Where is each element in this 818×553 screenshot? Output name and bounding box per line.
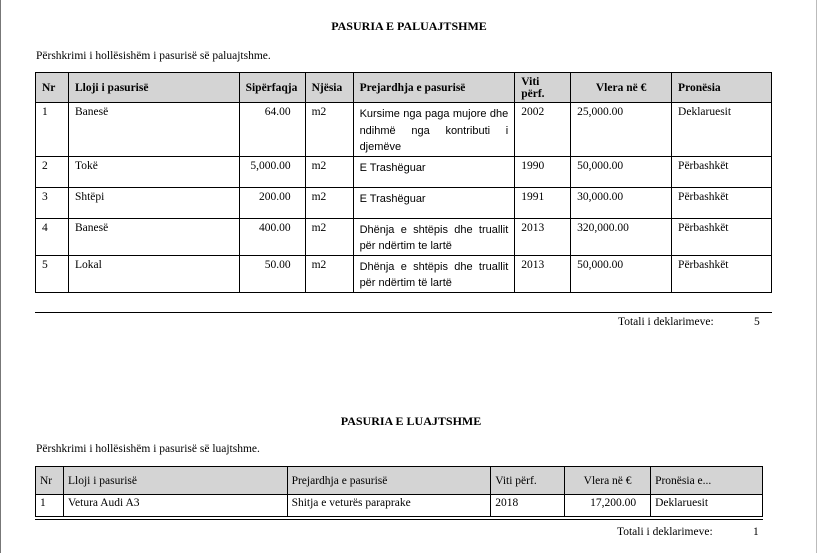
property-area: 400.00 <box>239 218 305 255</box>
immovable-property-table <box>35 72 772 293</box>
property-type: Shtëpi <box>68 187 239 218</box>
movable-property-table <box>35 466 763 517</box>
property-value: 320,000.00 <box>571 218 672 255</box>
table-bottom-rule <box>35 519 763 520</box>
property-ownership: Përbashkët <box>672 156 772 187</box>
table-row <box>36 218 772 255</box>
immovable-total-value: 5 <box>754 316 760 328</box>
column-header: Pronësia <box>672 73 772 103</box>
table-row <box>36 187 772 218</box>
property-type: Vetura Audi A3 <box>63 495 287 517</box>
area-unit: m2 <box>305 187 353 218</box>
movable-total-value: 1 <box>753 526 759 538</box>
column-header: Lloji i pasurisë <box>63 467 287 495</box>
page-left-edge <box>0 0 1 553</box>
property-origin: E Trashëguar <box>353 156 515 187</box>
property-ownership: Përbashkët <box>672 187 772 218</box>
acquisition-year: 1990 <box>515 156 571 187</box>
column-header: Pronësia e... <box>651 467 763 495</box>
property-origin: Kursime nga paga mujore dhe ndihmë nga kontributi i djemëve <box>353 103 515 157</box>
property-value: 25,000.00 <box>571 103 672 157</box>
property-type: Banesë <box>68 103 239 157</box>
column-header: Prejardhja e pasurisë <box>287 467 491 495</box>
area-unit: m2 <box>305 103 353 157</box>
table-row <box>36 255 772 292</box>
page-right-edge <box>816 0 817 553</box>
property-type: Tokë <box>68 156 239 187</box>
immovable-description: Përshkrimi i hollësishëm i pasurisë së paluajtshme. <box>36 50 271 62</box>
area-unit: m2 <box>305 218 353 255</box>
acquisition-year: 2002 <box>515 103 571 157</box>
property-area: 50.00 <box>239 255 305 292</box>
property-ownership: Deklaruesit <box>672 103 772 157</box>
column-header: Njësia <box>305 73 353 103</box>
acquisition-year: 2013 <box>515 218 571 255</box>
property-origin: Dhënja e shtëpis dhe truallit për ndërtim te lartë <box>353 218 515 255</box>
acquisition-year: 2018 <box>491 495 565 517</box>
immovable-section-title: PASURIA E PALUAJTSHME <box>331 19 487 33</box>
property-origin: Dhënja e shtëpis dhe truallit për ndërtim të lartë <box>353 255 515 292</box>
property-area: 200.00 <box>239 187 305 218</box>
area-unit: m2 <box>305 156 353 187</box>
column-header: Viti përf. <box>515 73 571 103</box>
property-value: 50,000.00 <box>571 255 672 292</box>
table-row <box>36 156 772 187</box>
property-ownership: Përbashkët <box>672 218 772 255</box>
row-number: 5 <box>36 255 69 292</box>
property-type: Lokal <box>68 255 239 292</box>
immovable-total-label: Totali i deklarimeve: <box>618 316 714 328</box>
table-row <box>36 103 772 157</box>
property-area: 64.00 <box>239 103 305 157</box>
row-number: 1 <box>36 103 69 157</box>
column-header: Prejardhja e pasurisë <box>353 73 515 103</box>
movable-section-title: PASURIA E LUAJTSHME <box>340 414 482 428</box>
property-type: Banesë <box>68 218 239 255</box>
table-row <box>36 495 763 517</box>
property-origin: Shitja e veturës paraprake <box>287 495 491 517</box>
property-origin: E Trashëguar <box>353 187 515 218</box>
row-number: 4 <box>36 218 69 255</box>
movable-description: Përshkrimi i hollësishëm i pasurisë së luajtshme. <box>36 443 260 455</box>
property-value: 17,200.00 <box>565 495 651 517</box>
acquisition-year: 1991 <box>515 187 571 218</box>
property-ownership: Deklaruesit <box>651 495 763 517</box>
column-header: Sipërfaqja <box>239 73 305 103</box>
property-value: 30,000.00 <box>571 187 672 218</box>
table-header-row <box>36 467 763 495</box>
property-area: 5,000.00 <box>239 156 305 187</box>
property-ownership: Përbashkët <box>672 255 772 292</box>
column-header: Lloji i pasurisë <box>68 73 239 103</box>
row-number: 1 <box>36 495 64 517</box>
table-header-row <box>36 73 772 103</box>
row-number: 2 <box>36 156 69 187</box>
column-header: Nr <box>36 467 64 495</box>
property-value: 50,000.00 <box>571 156 672 187</box>
area-unit: m2 <box>305 255 353 292</box>
row-number: 3 <box>36 187 69 218</box>
movable-total-label: Totali i deklarimeve: <box>617 526 713 538</box>
table-bottom-rule <box>35 312 772 313</box>
column-header: Vlera në € <box>571 73 672 103</box>
column-header: Vlera në € <box>565 467 651 495</box>
column-header: Nr <box>36 73 69 103</box>
acquisition-year: 2013 <box>515 255 571 292</box>
column-header: Viti përf. <box>491 467 565 495</box>
